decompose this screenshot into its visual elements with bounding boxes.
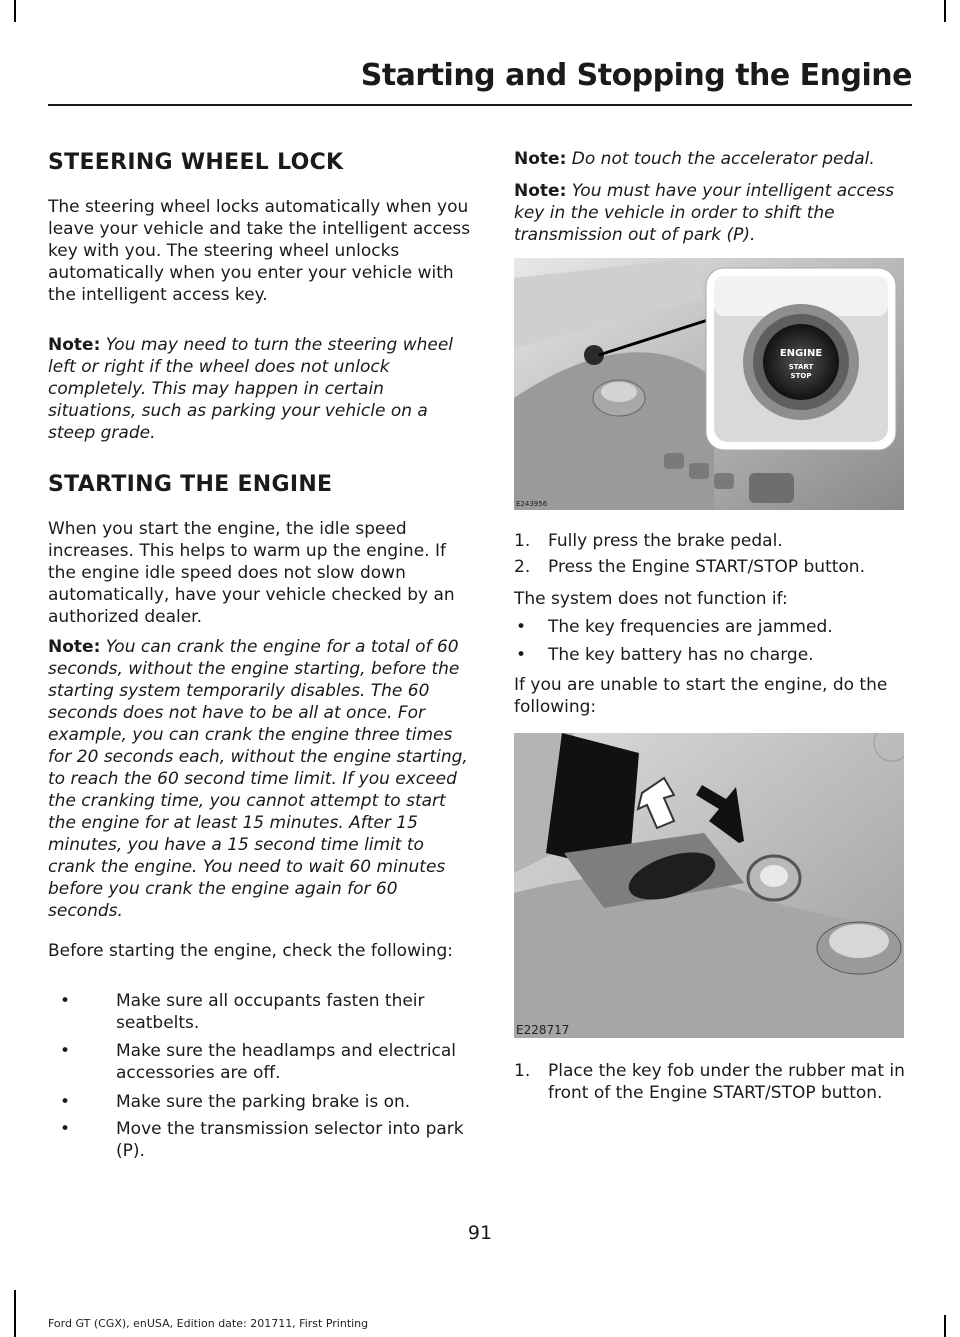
bullet-text: The key frequencies are jammed. (548, 617, 833, 637)
note-label: Note: (48, 335, 101, 355)
list-item (514, 644, 910, 666)
note-text: Do not touch the accelerator pedal. (571, 149, 875, 169)
note-text: You must have your intelligent access key in the vehicle in order to shift the transmission out of park (P). (514, 181, 895, 245)
note-accelerator (514, 148, 910, 170)
crop-mark-bottom-left (14, 1290, 16, 1337)
button-label-start: START (788, 363, 814, 371)
bullet-mark: • (60, 1092, 71, 1112)
steering-wheel-lock-body: The steering wheel locks automatically when you leave your vehicle and take the intelligent access key with you. The steering wheel unlocks automatically when you enter your vehicle with the intelligent access key. (48, 197, 471, 305)
step-text: Fully press the brake pedal. (548, 531, 783, 551)
steering-wheel-lock-heading: STEERING WHEEL LOCK (48, 150, 344, 175)
step-number: 1. (514, 531, 531, 551)
list-item (514, 556, 910, 578)
note-steering (48, 334, 476, 444)
bullet-mark: • (60, 1119, 71, 1139)
list-item (48, 1091, 476, 1113)
bullet-mark: • (60, 991, 71, 1011)
bullet-mark: • (60, 1041, 71, 1061)
figure-key-fob (514, 733, 904, 1043)
bullet-mark: • (516, 645, 527, 665)
bullet-text: Make sure the parking brake is on. (116, 1092, 411, 1112)
list-item (48, 1118, 476, 1162)
note-text: You can crank the engine for a total of 60 seconds, without the engine starting, before the starting system temporarily disables. The 60 seconds does not have to be all at once. For example, you can crank the engine three times for 20 seconds each, without the engine starting, to reach the 60 second time limit. If you exceed the cranking time, you cannot attempt to start the engine for at least 15 minutes. After 15 minutes, you have a 15 second time limit to crank the engine. You need to wait 60 minutes before you crank the engine again for 60 seconds. (48, 637, 468, 921)
page-number: 91 (467, 1222, 493, 1244)
note-label: Note: (48, 637, 101, 657)
step-number: 1. (514, 1061, 531, 1081)
note-label: Note: (514, 149, 567, 169)
starting-engine-heading: STARTING THE ENGINE (48, 472, 333, 497)
footer-edition: Ford GT (CGX), enUSA, Edition date: 201711, First Printing (48, 1317, 369, 1330)
figure-id: E243956 (516, 500, 548, 508)
starting-engine-body: When you start the engine, the idle speed increases. This helps to warm up the engine. If the engine idle speed does not slow down automatically, have your vehicle checked by an authorized dealer. (48, 519, 455, 627)
page-header-title: Starting and Stopping the Engine (360, 58, 912, 93)
note-cranking (48, 636, 476, 922)
crop-mark-bottom-right (944, 1315, 946, 1337)
bullet-text: The key battery has no charge. (548, 645, 814, 665)
list-item (514, 530, 910, 552)
note-text: You may need to turn the steering wheel left or right if the wheel does not unlock completely. This may happen in certain situations, such as parking your vehicle on a steep grade. (48, 335, 454, 443)
button-label-engine: ENGINE (779, 348, 823, 359)
bullet-mark: • (516, 617, 527, 637)
bullet-text: Make sure the headlamps and electrical accessories are off. (116, 1041, 457, 1083)
figure-id: E228717 (516, 1023, 570, 1037)
key-fob-illustration (514, 733, 904, 1043)
step-text: Place the key fob under the rubber mat in front of the Engine START/STOP button. (548, 1061, 905, 1103)
start-button-illustration (514, 258, 904, 510)
crop-mark-top-right (944, 0, 946, 22)
bullet-text: Move the transmission selector into park (P). (116, 1119, 464, 1161)
figure-start-button (514, 258, 904, 510)
note-intelligent-key (514, 180, 910, 246)
header-rule (48, 104, 912, 106)
step-text: Press the Engine START/STOP button. (548, 557, 865, 577)
unable-text: If you are unable to start the engine, do the following: (514, 675, 888, 717)
list-item (48, 1040, 476, 1084)
button-label-stop: STOP (790, 372, 812, 380)
list-item (514, 1060, 910, 1104)
step-number: 2. (514, 557, 531, 577)
list-item (48, 990, 476, 1034)
crop-mark-top-left (14, 0, 16, 22)
note-label: Note: (514, 181, 567, 201)
check-intro: Before starting the engine, check the following: (48, 941, 453, 961)
bullet-text: Make sure all occupants fasten their seatbelts. (116, 991, 425, 1033)
list-item (514, 616, 910, 638)
fail-intro: The system does not function if: (514, 589, 788, 609)
